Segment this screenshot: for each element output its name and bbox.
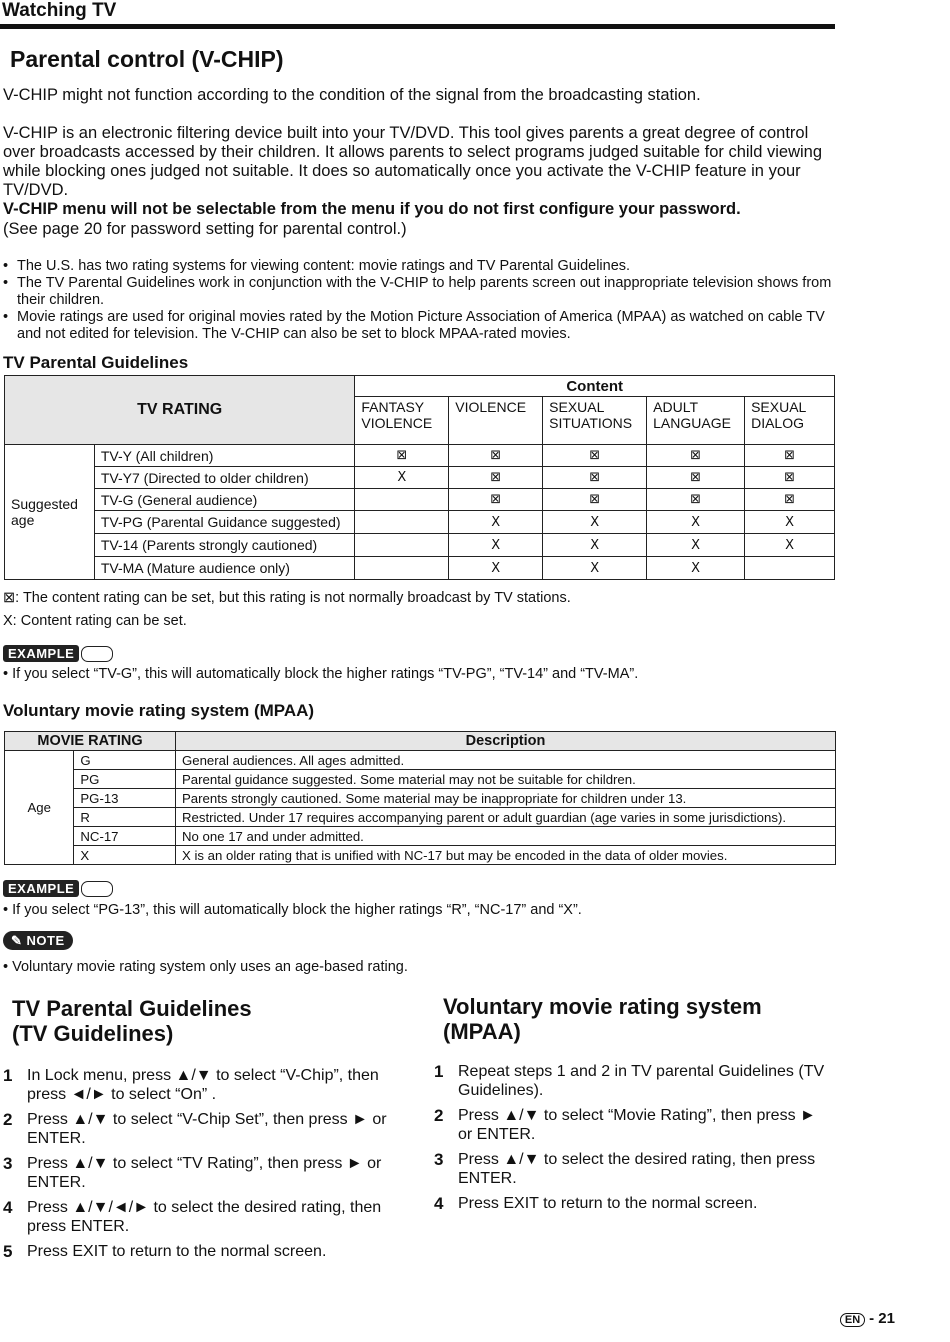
description-header: Description (176, 732, 836, 751)
header-rule (0, 24, 835, 29)
page-title: Parental control (V-CHIP) (10, 46, 284, 72)
table-cell: X (745, 511, 835, 534)
left-col-title-1: TV Parental Guidelines (12, 996, 252, 1021)
table-cell: ⊠ (543, 467, 647, 489)
table-cell: ⊠ (647, 467, 745, 489)
note-badge (3, 932, 73, 950)
section-header: Watching TV (2, 0, 117, 21)
col-adult-language: ADULT LANGUAGE (647, 397, 745, 445)
movie-desc: X is an older rating that is unified with NC-17 but may be encoded in the data of older movies. (176, 846, 836, 865)
pointing-hand-icon (81, 881, 113, 897)
example-badge-2 (3, 880, 113, 898)
age-label: Age (5, 751, 74, 865)
table-cell: X (355, 467, 449, 489)
rating-tv-y: TV-Y (All children) (94, 445, 355, 467)
table-cell: X (647, 534, 745, 557)
table-cell (355, 534, 449, 557)
table-cell: ⊠ (355, 445, 449, 467)
bullet-item: • The TV Parental Guidelines work in conjunction with the V-CHIP to help parents screen out inappropriate television shows from their children. (3, 275, 835, 309)
intro-p4: (See page 20 for password setting for parental control.) (3, 220, 407, 238)
table-cell: ⊠ (745, 489, 835, 511)
right-steps (434, 1062, 834, 1219)
example-label: EXAMPLE (3, 645, 79, 662)
movie-rating-g: G (74, 751, 176, 770)
note-body: Voluntary movie rating system only uses an age-based rating. (12, 959, 408, 975)
table-cell: ⊠ (647, 489, 745, 511)
right-col-title-1: Voluntary movie rating system (443, 994, 762, 1019)
col-sexual-situations: SEXUAL SITUATIONS (543, 397, 647, 445)
right-column (443, 994, 843, 1044)
table-cell: X (449, 557, 543, 580)
content-header: Content (355, 376, 835, 397)
table-cell: X (543, 511, 647, 534)
step-item: 3 Press ▲/▼ to select “TV Rating”, then press ► or ENTER. (3, 1154, 382, 1191)
movie-rating-pg: PG (74, 770, 176, 789)
note-label: NOTE (26, 933, 65, 948)
tv-guidelines-heading: TV Parental Guidelines (3, 353, 189, 372)
tv-rating-header: TV RATING (5, 376, 355, 445)
bullet-item: • The U.S. has two rating systems for viewing content: movie ratings and TV Parental Guidelines. (3, 258, 835, 275)
table-cell: ⊠ (543, 489, 647, 511)
movie-rating-r: R (74, 808, 176, 827)
tv-rating-table (4, 375, 835, 580)
movie-desc: General audiences. All ages admitted. (176, 751, 836, 770)
table-cell: ⊠ (449, 489, 543, 511)
mpaa-heading: Voluntary movie rating system (MPAA) (3, 701, 315, 720)
bullet-item: • Movie ratings are used for original movies rated by the Motion Picture Association of America (MPAA) as watched on cable TV and not edited for television. The V-CHIP can also be set to block MPAA-rated movies. (3, 309, 835, 343)
col-fantasy-violence: FANTASY VIOLENCE (355, 397, 449, 445)
table-cell: X (449, 511, 543, 534)
table-cell (355, 511, 449, 534)
suggested-age-label: Suggested age (5, 445, 95, 580)
left-column (12, 996, 412, 1046)
table-cell: X (647, 557, 745, 580)
example-label: EXAMPLE (3, 880, 79, 897)
col-violence: VIOLENCE (449, 397, 543, 445)
step-item: 4 Press ▲/▼/◄/► to select the desired rating, then press ENTER. (3, 1198, 382, 1235)
table-cell: ⊠ (647, 445, 745, 467)
table-cell: ⊠ (543, 445, 647, 467)
step-item: 5 Press EXIT to return to the normal screen. (3, 1242, 327, 1261)
table-cell (355, 557, 449, 580)
legend-box-note: ⊠: The content rating can be set, but this rating is not normally broadcast by TV stations. (3, 590, 571, 606)
step-item: 2 Press ▲/▼ to select “Movie Rating”, then press ► or ENTER. (434, 1106, 816, 1143)
bullet-list (3, 258, 835, 343)
table-cell (745, 557, 835, 580)
example-1-body: If you select “TV-G”, this will automatically block the higher ratings “TV-PG”, “TV-14” and “TV-MA”. (12, 666, 639, 682)
legend-x-note: X: Content rating can be set. (3, 613, 187, 629)
note-text: • Voluntary movie rating system only uses an age-based rating. (3, 959, 408, 975)
movie-rating-header: MOVIE RATING (5, 732, 176, 751)
example-badge-1 (3, 645, 113, 663)
table-cell: X (543, 557, 647, 580)
step-item: 1 Repeat steps 1 and 2 in TV parental Guidelines (TV Guidelines). (434, 1062, 825, 1099)
rating-tv-y7: TV-Y7 (Directed to older children) (94, 467, 355, 489)
pointing-hand-icon (81, 646, 113, 662)
rating-tv-ma: TV-MA (Mature audience only) (94, 557, 355, 580)
table-cell: X (543, 534, 647, 557)
col-sexual-dialog: SEXUAL DIALOG (745, 397, 835, 445)
left-col-title-2: (TV Guidelines) (12, 1021, 174, 1046)
table-cell: ⊠ (449, 467, 543, 489)
step-item: 4 Press EXIT to return to the normal screen. (434, 1194, 758, 1213)
intro-p2: V-CHIP is an electronic filtering device built into your TV/DVD. This tool gives parents a great degree of control over broadcasts accessed by their children. It allows parents to select programs judged suitable for child viewing while blocking ones judged not suitable. It does so automatically once you activate the V-CHIP feature in your TV/DVD. (3, 124, 822, 199)
movie-desc: Restricted. Under 17 requires accompanying parent or adult guardian (age varies in some jurisdictions). (176, 808, 836, 827)
movie-desc: No one 17 and under admitted. (176, 827, 836, 846)
step-item: 1 In Lock menu, press ▲/▼ to select “V-Chip”, then press ◄/► to select “On” . (3, 1066, 379, 1103)
example-1-text: • If you select “TV-G”, this will automatically block the higher ratings “TV-PG”, “TV-14” and “TV-MA”. (3, 666, 639, 682)
table-cell: X (449, 534, 543, 557)
right-col-title-2: (MPAA) (443, 1019, 521, 1044)
page-number: - 21 (869, 1310, 895, 1327)
movie-rating-nc17: NC-17 (74, 827, 176, 846)
pencil-icon: ✎ (11, 933, 23, 948)
movie-rating-pg13: PG-13 (74, 789, 176, 808)
movie-rating-x: X (74, 846, 176, 865)
step-item: 3 Press ▲/▼ to select the desired rating, then press ENTER. (434, 1150, 816, 1187)
table-cell: X (647, 511, 745, 534)
left-steps (3, 1066, 403, 1267)
table-cell: ⊠ (449, 445, 543, 467)
step-item: 2 Press ▲/▼ to select “V-Chip Set”, then press ► or ENTER. (3, 1110, 387, 1147)
intro-password-warning: V-CHIP menu will not be selectable from the menu if you do not first configure your password. (3, 200, 741, 218)
movie-desc: Parents strongly cautioned. Some material may be inappropriate for children under 13. (176, 789, 836, 808)
movie-rating-table (4, 731, 836, 865)
example-2-body: If you select “PG-13”, this will automatically block the higher ratings “R”, “NC-17” and “X”. (12, 902, 582, 918)
table-cell: X (745, 534, 835, 557)
rating-tv-g: TV-G (General audience) (94, 489, 355, 511)
en-language-icon: EN (840, 1313, 865, 1327)
movie-desc: Parental guidance suggested. Some material may not be suitable for children. (176, 770, 836, 789)
rating-tv-pg: TV-PG (Parental Guidance suggested) (94, 511, 355, 534)
table-cell: ⊠ (745, 467, 835, 489)
page-footer (840, 1310, 895, 1327)
rating-tv-14: TV-14 (Parents strongly cautioned) (94, 534, 355, 557)
table-cell: ⊠ (745, 445, 835, 467)
example-2-text: • If you select “PG-13”, this will automatically block the higher ratings “R”, “NC-17” and “X”. (3, 902, 582, 918)
table-cell (355, 489, 449, 511)
intro-p1: V-CHIP might not function according to the condition of the signal from the broadcasting station. (3, 86, 701, 104)
